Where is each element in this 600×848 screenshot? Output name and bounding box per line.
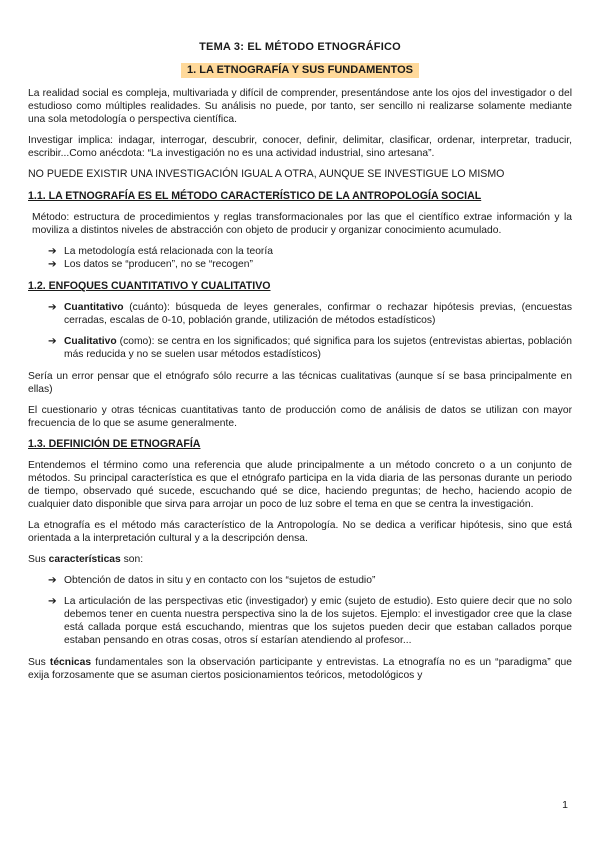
list-characteristics <box>28 574 572 647</box>
paragraph-antropologia: La etnografía es el método más característico de la Antropología. No se dedica a verificar hipótesis, sino que está orientada a la interpretación cultural y a la descripción densa. <box>28 520 572 544</box>
arrow-icon: ➔ <box>48 259 57 270</box>
paragraph-tecnicas: Sus técnicas fundamentales son la observación participante y entrevistas. La etnografía no es un “paradigma” que exija forzosamente que se asuman ciertos posicionamientos teóricos, metodológicos y <box>28 657 572 681</box>
paragraph-definicion: Entendemos el término como una referencia que alude principalmente a un método concreto o a un conjunto de métodos. Su principal característica es que el etnógrafo participa en la vida diaria de las personas durante un periodo de tiempo, observado qué sucede, escuchando qué se dice, haciendo preguntas; de hecho, haciendo acopio de cualquier dato disponible que sirva para arrojar un poco de luz sobre el tema en que se centra la investigación. <box>28 460 572 510</box>
section-1-heading: 1. LA ETNOGRAFÍA Y SUS FUNDAMENTOS <box>181 63 419 78</box>
heading-1-1: 1.1. LA ETNOGRAFÍA ES EL MÉTODO CARACTERÍSTICO DE LA ANTROPOLOGÍA SOCIAL <box>28 190 482 202</box>
arrow-icon: ➔ <box>48 302 57 313</box>
list-methodology <box>28 245 572 271</box>
list-item-cualitativo: ➔ Cualitativo (como): se centra en los significados; qué significa para los sujetos (entrevistas abiertas, población más reducida y no se suelen usar métodos estadísticos) <box>48 336 572 360</box>
page-number: 1 <box>562 799 568 811</box>
arrow-icon: ➔ <box>48 246 57 257</box>
paragraph-cuestionario: El cuestionario y otras técnicas cuantitativas tanto de producción como de análisis de datos se utilizan con mayor frecuencia de lo que se asume generalmente. <box>28 405 572 429</box>
paragraph-investigar: Investigar implica: indagar, interrogar, descubrir, conocer, definir, delimitar, clasificar, ordenar, interpretar, traducir, escribir...Como anécdota: “La investigación no es una actividad industrial, sino artesana”. <box>28 135 572 159</box>
paragraph-metodo: Método: estructura de procedimientos y reglas transformacionales por las que el científico extrae información y la moviliza a distintos niveles de abstracción con objeto de producir y organizar conocimiento acumulado. <box>32 212 572 236</box>
paragraph-social-reality: La realidad social es compleja, multivariada y difícil de comprender, presentándose ante los ojos del investigador o del estudioso como múltiples realidades. Su análisis no puede, por tanto, ser sencillo ni realizarse solamente mediante una sola metodología o perspectiva científica. <box>28 88 572 125</box>
paragraph-caracteristicas-intro: Sus características son: <box>28 554 144 565</box>
list-approaches <box>28 301 572 361</box>
term-cuantitativo: Cuantitativo <box>64 302 124 313</box>
list-item: ➔ La metodología está relacionada con la teoría <box>48 246 273 257</box>
arrow-icon: ➔ <box>48 575 57 586</box>
document-title: TEMA 3: EL MÉTODO ETNOGRÁFICO <box>199 41 401 53</box>
list-item: ➔ Los datos se “producen”, no se “recogen” <box>48 259 253 270</box>
heading-1-3: 1.3. DEFINICIÓN DE ETNOGRAFÍA <box>28 438 201 450</box>
list-item: ➔ La articulación de las perspectivas etic (investigador) y emic (sujeto de estudio). Esto quiere decir que no solo debemos tener en cuenta nuestra perspectiva sino la de los sujetos. Ejemplo: el investigador cree que la clase está callada porque está escuchando, mientras que los sujetos pueden decir que estaban callados porque estaban pensando en otras cosas, otros sí estarían atendiendo al profesor... <box>48 596 572 646</box>
section-1-heading-wrap <box>28 63 572 78</box>
term-cualitativo: Cualitativo <box>64 336 117 347</box>
list-item: ➔ Obtención de datos in situ y en contacto con los “sujetos de estudio” <box>48 575 376 586</box>
arrow-icon: ➔ <box>48 596 57 607</box>
list-item-cuantitativo: ➔ Cuantitativo (cuánto): búsqueda de leyes generales, confirmar o rechazar hipótesis previas, (encuestas cerradas, escalas de 0-10, población grande, utilización de métodos estadísticos) <box>48 302 572 326</box>
paragraph-caps-statement: NO PUEDE EXISTIR UNA INVESTIGACIÓN IGUAL A OTRA, AUNQUE SE INVESTIGUE LO MISMO <box>28 168 505 180</box>
arrow-icon: ➔ <box>48 336 57 347</box>
paragraph-error: Sería un error pensar que el etnógrafo sólo recurre a las técnicas cualitativas (aunque sí se basa principalmente en ellas) <box>28 371 572 395</box>
heading-1-2: 1.2. ENFOQUES CUANTITATIVO Y CUALITATIVO <box>28 280 271 292</box>
